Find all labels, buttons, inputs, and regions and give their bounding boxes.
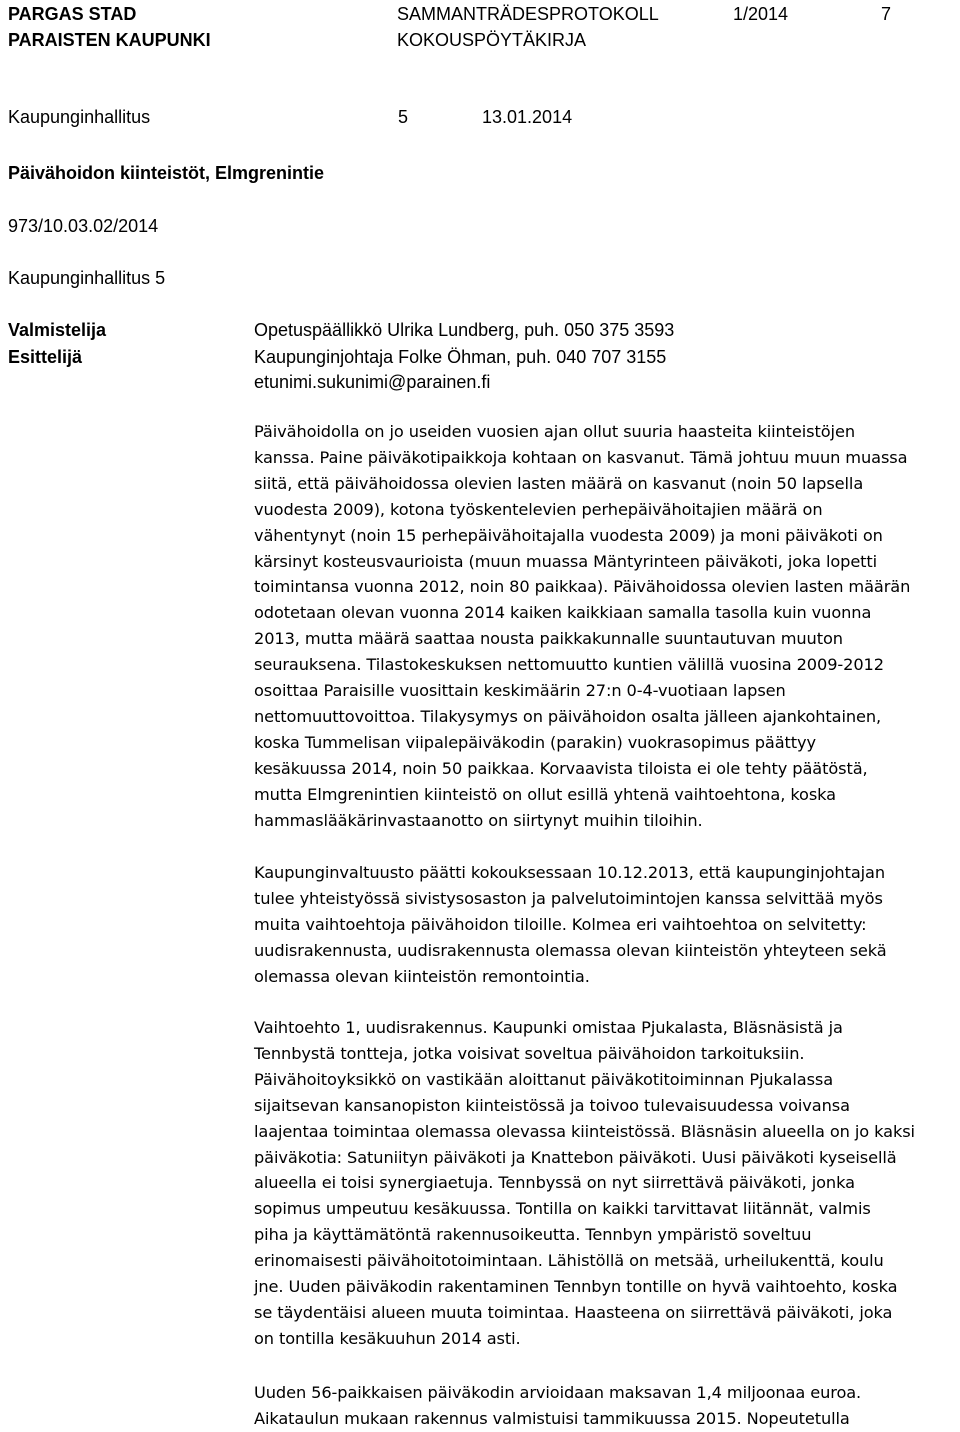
paragraph-line: Päivähoitoyksikkö on vastikään aloittanut päiväkotitoiminnan Pjukalassa xyxy=(254,1069,834,1089)
paragraph-line: sopimus umpeutuu kesäkuussa. Tontilla on kaikki tarvittavat liitännät, valmis xyxy=(254,1199,871,1219)
meeting-body: Kaupunginhallitus xyxy=(8,107,151,127)
meeting-date: 13.01.2014 xyxy=(482,107,573,127)
page-number: 7 xyxy=(881,4,892,24)
presenter-label: Esittelijä xyxy=(8,347,83,367)
paragraph-line: osoittaa Paraisille vuosittain keskimäärin 27:n 0-4-vuotiaan lapsen xyxy=(254,681,786,701)
paragraph-line: kärsinyt kosteusvaurioista (muun muassa Mäntyrinteen päiväkoti, joka lopetti xyxy=(254,551,878,571)
paragraph-line: toimintansa vuonna 2012, noin 80 paikkaa). Päivähoidossa olevien lasten määrän xyxy=(254,577,911,597)
paragraph-line: Tennbystä tontteja, jotka voisivat soveltua päivähoidon tarkoituksiin. xyxy=(254,1043,805,1063)
paragraph-line: vuodesta 2009), kotona työskentelevien perhepäivähoitajien määrä on xyxy=(254,499,823,519)
org-name-finnish: PARAISTEN KAUPUNKI xyxy=(8,30,211,50)
paragraph-line: muita vaihtoehtoja päivähoidon tiloille. Kolmea eri vaihtoehtoa on selvitetty: xyxy=(254,914,867,934)
paragraph-line: uudisrakennusta, uudisrakennusta olemassa olevan kiinteistön yhteyteen sekä xyxy=(254,940,887,960)
paragraph-line: kanssa. Paine päiväkotipaikkoja kohtaan on kasvanut. Tämä johtuu muun muassa xyxy=(254,447,908,467)
preparer-label: Valmistelija xyxy=(8,320,107,340)
paragraph-line: laajentaa toimintaa olemassa olevassa kiinteistössä. Bläsnäsin alueella on jo kaksi xyxy=(254,1121,915,1141)
paragraph-line: siitä, että päivähoidossa olevien lasten määrä on kasvanut (noin 50 lapsella xyxy=(254,473,864,493)
paragraph-line: olemassa olevan kiinteistön remontointia. xyxy=(254,966,590,986)
paragraph-line: Kaupunginvaltuusto päätti kokouksessaan 10.12.2013, että kaupunginjohtajan xyxy=(254,863,886,882)
paragraph-line: mutta Elmgrenintien kiinteistö on ollut esillä yhtenä vaihtoehtona, koska xyxy=(254,784,836,804)
meeting-section: 5 xyxy=(398,107,409,127)
presenter-value: Kaupunginjohtaja Folke Öhman, puh. 040 707 3155 xyxy=(254,347,667,367)
paragraph-cost-estimate xyxy=(254,1380,954,1432)
paragraph-line: piha ja käyttämätöntä rakennusoikeutta. Tennbyn ympäristö soveltuu xyxy=(254,1225,812,1245)
item-title: Päivähoidon kiinteistöt, Elmgrenintie xyxy=(8,163,325,183)
paragraph-line: Vaihtoehto 1, uudisrakennus. Kaupunki omistaa Pjukalasta, Bläsnäsistä ja xyxy=(254,1018,843,1037)
paragraph-line: sijaitsevan kansanopiston kiinteistössä ja toivoo tulevaisuudessa voivansa xyxy=(254,1095,850,1115)
paragraph-line: se täydentäisi alueen muuta toimintaa. Haasteena on siirrettävä päiväkoti, joka xyxy=(254,1302,893,1322)
paragraph-council-decision xyxy=(254,860,954,990)
protocol-number: 1/2014 xyxy=(733,4,789,24)
contact-email: etunimi.sukunimi@parainen.fi xyxy=(254,372,491,392)
org-name-swedish: PARGAS STAD xyxy=(8,4,137,24)
paragraph-line: nettomuuttovoittoa. Tilakysymys on päivähoidon osalta jälleen ajankohtainen, xyxy=(254,706,882,726)
paragraph-line: kesäkuussa 2014, noin 50 paikkaa. Korvaavista tiloista ei ole tehty päätöstä, xyxy=(254,758,868,778)
paragraph-line: Uuden 56-paikkaisen päiväkodin arvioidaan maksavan 1,4 miljoonaa euroa. xyxy=(254,1383,862,1402)
paragraph-line: 2013, mutta määrä saattaa nousta paikkakunnalle suuntautuvan muuton xyxy=(254,629,843,649)
paragraph-line: Aikataulun mukaan rakennus valmistuisi tammikuussa 2015. Nopeutetulla xyxy=(254,1408,850,1428)
preparer-value: Opetuspäällikkö Ulrika Lundberg, puh. 050 375 3593 xyxy=(254,320,675,340)
paragraph-line: tulee yhteistyössä sivistysosaston ja palvelutoimintojen kanssa selvittää myös xyxy=(254,888,883,908)
paragraph-line: Päivähoidolla on jo useiden vuosien ajan ollut suuria haasteita kiinteistöjen xyxy=(254,422,855,441)
doc-type-swedish: SAMMANTRÄDESPROTOKOLL xyxy=(397,4,659,24)
paragraph-background xyxy=(254,419,954,834)
paragraph-line: erinomaisesti päivähoitotoimintaan. Lähistöllä on metsää, urheilukenttä, koulu xyxy=(254,1251,884,1271)
paragraph-line: päiväkotia: Satuniityn päiväkoti ja Knattebon päiväkoti. Uusi päiväkoti kyseisellä xyxy=(254,1147,897,1167)
doc-type-finnish: KOKOUSPÖYTÄKIRJA xyxy=(397,30,587,50)
paragraph-line: odotetaan olevan vuonna 2014 kaiken kaikkiaan samalla tasolla kuin vuonna xyxy=(254,603,872,623)
paragraph-line: vähentynyt (noin 15 perhepäivähoitajalla vuodesta 2009) ja moni päiväkoti on xyxy=(254,525,883,545)
paragraph-line: on tontilla kesäkuuhun 2014 asti. xyxy=(254,1328,521,1348)
paragraph-option-1 xyxy=(254,1015,954,1352)
item-reference: 973/10.03.02/2014 xyxy=(8,216,159,236)
paragraph-line: seurauksena. Tilastokeskuksen nettomuutto kuntien välillä vuosina 2009-2012 xyxy=(254,655,884,675)
paragraph-line: alueella ei toisi synergiaetuja. Tennbyssä on nyt siirrettävä päiväkoti, jonka xyxy=(254,1173,855,1193)
paragraph-line: hammaslääkärinvastaanotto on siirtynyt muihin tiloihin. xyxy=(254,810,703,830)
item-context: Kaupunginhallitus 5 xyxy=(8,268,166,288)
paragraph-line: jne. Uuden päiväkodin rakentaminen Tennbyn tontille on hyvä vaihtoehto, koska xyxy=(254,1277,898,1297)
paragraph-line: koska Tummelisan viipalepäiväkodin (parakin) vuokrasopimus päättyy xyxy=(254,732,816,752)
